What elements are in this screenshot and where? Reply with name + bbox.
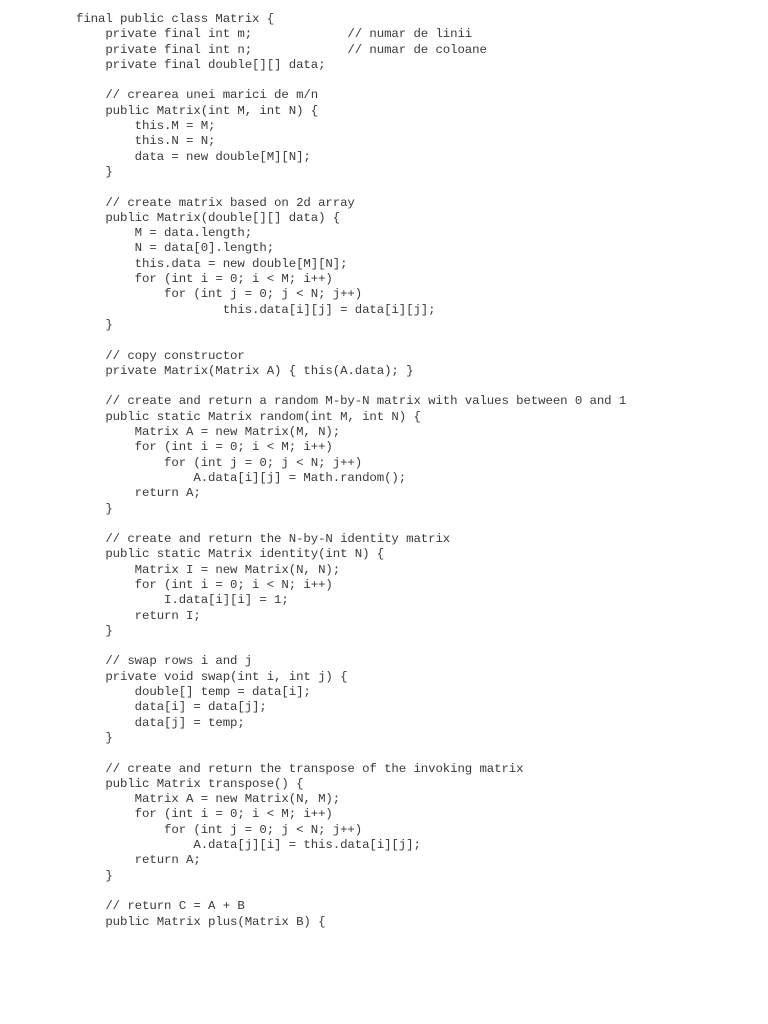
code-line: // copy constructor <box>76 348 245 363</box>
code-line: // crearea unei marici de m/n <box>76 88 319 103</box>
code-line <box>76 180 756 195</box>
code-line: Matrix A = new Matrix(M, N); <box>76 425 341 440</box>
code-line: A.data[i][j] = Math.random(); <box>76 470 407 485</box>
code-line: } <box>76 317 113 332</box>
code-line: return A; <box>76 486 201 501</box>
code-line: Matrix I = new Matrix(N, N); <box>76 562 341 577</box>
code-line: I.data[i][i] = 1; <box>76 593 289 608</box>
code-line: for (int j = 0; j < N; j++) <box>76 455 363 470</box>
code-line: public Matrix plus(Matrix B) { <box>76 914 326 929</box>
code-line <box>76 517 756 532</box>
code-line: } <box>76 164 113 179</box>
code-line: // create and return the N-by-N identity matrix <box>76 532 451 547</box>
code-line: return I; <box>76 608 201 623</box>
code-line <box>76 639 756 654</box>
code-line: public Matrix(double[][] data) { <box>76 210 341 225</box>
code-line: this.data[i][j] = data[i][j]; <box>76 302 436 317</box>
code-line <box>76 884 756 899</box>
code-line: private final int n; // numar de coloane <box>76 42 487 57</box>
code-line: for (int j = 0; j < N; j++) <box>76 822 363 837</box>
code-line: // create matrix based on 2d array <box>76 195 355 210</box>
code-line: private final double[][] data; <box>76 57 326 72</box>
code-line: data[i] = data[j]; <box>76 700 267 715</box>
code-line: } <box>76 623 113 638</box>
code-line: A.data[j][i] = this.data[i][j]; <box>76 838 421 853</box>
code-line: M = data.length; <box>76 226 253 241</box>
code-line: data[j] = temp; <box>76 715 245 730</box>
code-line <box>76 333 756 348</box>
code-line: return A; <box>76 853 201 868</box>
code-line: // create and return a random M-by-N matrix with values between 0 and 1 <box>76 394 627 409</box>
code-line: private Matrix(Matrix A) { this(A.data); } <box>76 363 414 378</box>
code-line: for (int i = 0; i < N; i++) <box>76 577 333 592</box>
code-line: this.data = new double[M][N]; <box>76 256 348 271</box>
code-line: } <box>76 730 113 745</box>
code-line: for (int i = 0; i < M; i++) <box>76 440 333 455</box>
code-line <box>76 746 756 761</box>
code-line <box>76 73 756 88</box>
code-line: final public class Matrix { <box>76 12 275 26</box>
code-line: } <box>76 868 113 883</box>
code-line: private final int m; // numar de linii <box>76 27 473 42</box>
code-line: data = new double[M][N]; <box>76 149 311 164</box>
code-line <box>76 379 756 394</box>
code-line: double[] temp = data[i]; <box>76 685 311 700</box>
code-line: for (int i = 0; i < M; i++) <box>76 272 333 287</box>
code-line: for (int j = 0; j < N; j++) <box>76 287 363 302</box>
code-line: Matrix A = new Matrix(N, M); <box>76 792 341 807</box>
code-line: public Matrix transpose() { <box>76 776 304 791</box>
code-line: public static Matrix random(int M, int N) { <box>76 409 421 424</box>
code-line: } <box>76 501 113 516</box>
code-line: N = data[0].length; <box>76 241 275 256</box>
code-line: private void swap(int i, int j) { <box>76 669 348 684</box>
code-listing <box>76 12 756 930</box>
code-line: // return C = A + B <box>76 899 245 914</box>
code-line: public static Matrix identity(int N) { <box>76 547 385 562</box>
code-line: this.M = M; <box>76 119 216 134</box>
code-line: this.N = N; <box>76 134 216 149</box>
code-line: for (int i = 0; i < M; i++) <box>76 807 333 822</box>
code-line: // swap rows i and j <box>76 654 253 669</box>
code-line: // create and return the transpose of the invoking matrix <box>76 761 524 776</box>
code-line: public Matrix(int M, int N) { <box>76 103 319 118</box>
